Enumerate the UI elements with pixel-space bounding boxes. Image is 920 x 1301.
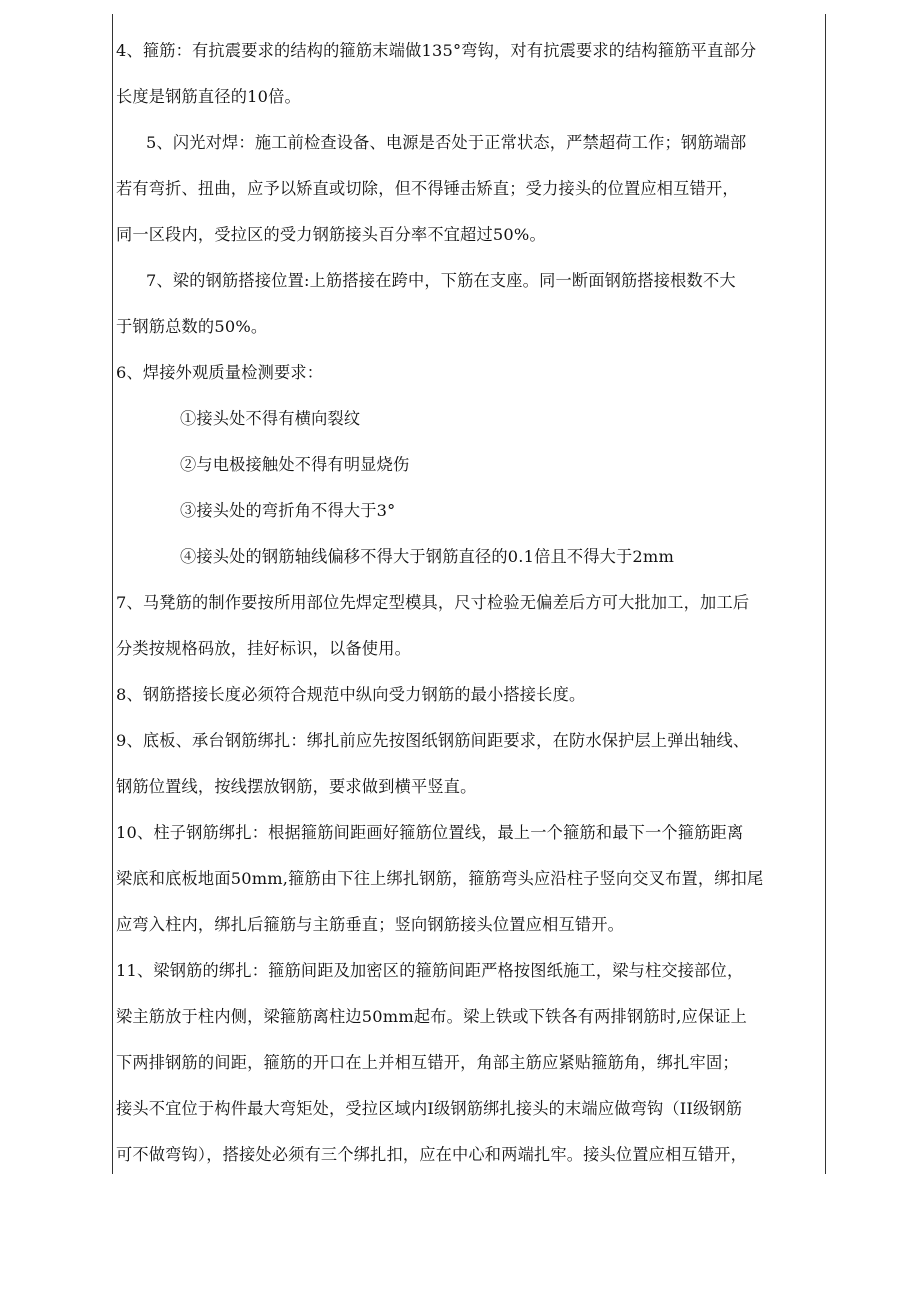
text-line: 钢筋位置线，按线摆放钢筋，要求做到横平竖直。 <box>116 777 477 796</box>
text-line: 下两排钢筋的间距，箍筋的开口在上并相互错开，角部主筋应紧贴箍筋角，绑扎牢固； <box>116 1053 739 1072</box>
paragraph <box>116 488 822 534</box>
text-line: 于钢筋总数的50%。 <box>116 317 268 336</box>
text-line: ③接头处的弯折角不得大于3° <box>180 501 396 520</box>
text-line: 长度是钢筋直径的10倍。 <box>116 87 301 106</box>
paragraph <box>116 948 822 1178</box>
text-line: 分类按规格码放，挂好标识，以备使用。 <box>116 639 411 658</box>
text-line: 梁主筋放于柱内侧，梁箍筋离柱边50mm起布。梁上铁或下铁各有两排钢筋时,应保证上 <box>116 1007 748 1026</box>
paragraph <box>116 120 822 258</box>
text-line: ④接头处的钢筋轴线偏移不得大于钢筋直径的0.1倍且不得大于2mm <box>180 547 675 566</box>
paragraph <box>116 396 822 442</box>
text-line: 8、钢筋搭接长度必须符合规范中纵向受力钢筋的最小搭接长度。 <box>116 685 586 704</box>
text-line: 可不做弯钩），搭接处必须有三个绑扎扣，应在中心和两端扎牢。接头位置应相互错开， <box>116 1145 748 1164</box>
document-body <box>116 28 822 1178</box>
paragraph <box>116 718 822 810</box>
paragraph <box>116 350 822 396</box>
text-line: 10、柱子钢筋绑扎：根据箍筋间距画好箍筋位置线，最上一个箍筋和最下一个箍筋距离 <box>116 823 744 842</box>
paragraph <box>116 258 822 350</box>
text-line: 7、梁的钢筋搭接位置:上筋搭接在跨中，下筋在支座。同一断面钢筋搭接根数不大 <box>146 271 736 290</box>
text-line: 6、焊接外观质量检测要求： <box>116 363 324 382</box>
text-line: ②与电极接触处不得有明显烧伤 <box>180 455 410 474</box>
text-line: 应弯入柱内，绑扎后箍筋与主筋垂直；竖向钢筋接头位置应相互错开。 <box>116 915 625 934</box>
paragraph <box>116 28 822 120</box>
paragraph <box>116 810 822 948</box>
paragraph <box>116 442 822 488</box>
text-line: 7、马凳筋的制作要按所用部位先焊定型模具，尺寸检验无偏差后方可大批加工，加工后 <box>116 593 750 612</box>
text-line: 梁底和底板地面50mm,箍筋由下往上绑扎钢筋，箍筋弯头应沿柱子竖向交叉布置，绑扣尾 <box>116 869 764 888</box>
text-line: 同一区段内，受拉区的受力钢筋接头百分率不宜超过50%。 <box>116 225 546 244</box>
text-line: 9、底板、承台钢筋绑扎：绑扎前应先按图纸钢筋间距要求，在防水保护层上弹出轴线、 <box>116 731 750 750</box>
text-line: ①接头处不得有横向裂纹 <box>180 409 361 428</box>
text-line: 11、梁钢筋的绑扎：箍筋间距及加密区的箍筋间距严格按图纸施工，梁与柱交接部位， <box>116 961 744 980</box>
text-line: 5、闪光对焊：施工前检查设备、电源是否处于正常状态，严禁超荷工作；钢筋端部 <box>146 133 747 152</box>
text-line: 若有弯折、扭曲，应予以矫直或切除，但不得锤击矫直；受力接头的位置应相互错开， <box>116 179 739 198</box>
text-line: 接头不宜位于构件最大弯矩处，受拉区域内I级钢筋绑扎接头的末端应做弯钩（II级钢筋 <box>116 1099 743 1118</box>
paragraph <box>116 534 822 580</box>
text-line: 4、箍筋：有抗震要求的结构的箍筋末端做135°弯钩，对有抗震要求的结构箍筋平直部分 <box>116 41 757 60</box>
paragraph <box>116 672 822 718</box>
paragraph <box>116 580 822 672</box>
